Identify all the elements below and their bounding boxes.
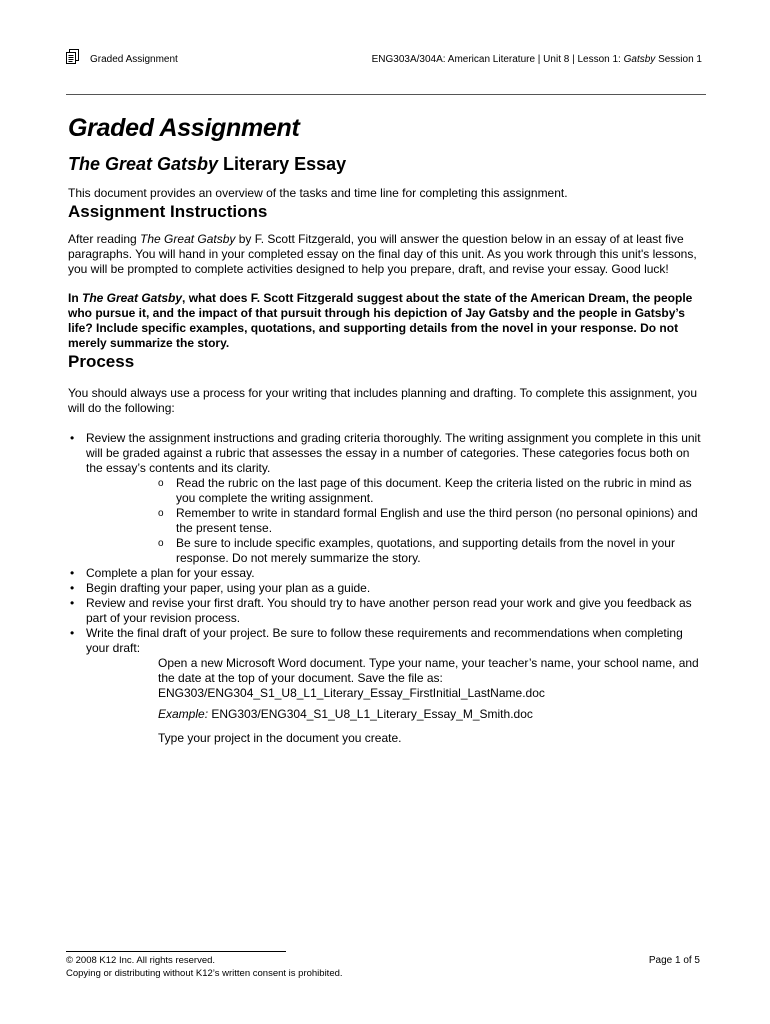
copyright-text: © 2008 K12 Inc. All rights reserved. (66, 955, 216, 966)
filename-example: Example: ENG303/ENG304_S1_U8_L1_Literary_Essay_M_Smith.doc (158, 707, 533, 721)
draft-last-step: Type your project in the document you create. (158, 731, 402, 745)
page-footer (66, 951, 702, 991)
page-subtitle: The Great Gatsby Literary Essay (68, 154, 347, 174)
instructions-heading: Assignment Instructions (68, 202, 268, 221)
document-icon (66, 49, 80, 65)
list-item: • Begin drafting your paper, using your plan as a guide. (68, 581, 704, 596)
process-steps (68, 431, 704, 656)
draft-requirements (68, 656, 704, 746)
draft-filename: ENG303/ENG304_S1_U8_L1_Literary_Essay_FirstInitial_LastName.doc (158, 686, 545, 700)
list-item: • Write the final draft of your project. Be sure to follow these requirements and recommendations when completing your draft: (68, 626, 704, 656)
header-course-info: ENG303A/304A: American Literature | Unit 8 | Lesson 1: Gatsby Session 1 (371, 54, 702, 65)
process-heading: Process (68, 352, 135, 371)
footer-legal (66, 954, 343, 980)
footer-divider (66, 951, 286, 952)
sub-list (86, 476, 704, 566)
list-item: o Read the rubric on the last page of this document. Keep the criteria listed on the rubric in mind as you complete the writing assignment. (158, 476, 704, 506)
list-item: o Remember to write in standard formal English and use the third person (no personal opinions) and the present tense. (158, 506, 704, 536)
page-number: Page 1 of 5 (648, 955, 700, 966)
essay-question: In The Great Gatsby, what does F. Scott Fitzgerald suggest about the state of the American Dream, the people who pursue it, and the impact of that pursuit through his depiction of Jay Gatsby and the people in Gatsby’s life? Include specific examples, quotations, and supporting details from the novel in your response. Do not merely summarize the story. (68, 291, 693, 350)
draft-instruction: Open a new Microsoft Word document. Type your name, your teacher’s name, your school name, and the date at the top of your document. Save the file as: (158, 656, 699, 685)
intro-paragraph: This document provides an overview of the tasks and time line for completing this assignment. (68, 186, 568, 200)
header-doc-label: Graded Assignment (90, 54, 178, 65)
header-divider (66, 94, 706, 95)
instructions-paragraph: After reading The Great Gatsby by F. Scott Fitzgerald, you will answer the question below in an essay of at least five paragraphs. You will hand in your completed essay on the final day of this unit. As you work through this unit's lessons, you will be prompted to complete activities designed to help you prepare, draft, and revise your essay. Good luck! (68, 232, 697, 276)
list-item: • Complete a plan for your essay. (68, 566, 704, 581)
process-intro: You should always use a process for your writing that includes planning and drafting. To complete this assignment, you will do the following: (68, 386, 698, 415)
page-header (66, 49, 702, 69)
list-item: o Be sure to include specific examples, quotations, and supporting details from the novel in your response. Do not merely summarize the story. (158, 536, 704, 566)
list-item: • Review the assignment instructions and grading criteria thoroughly. The writing assignment you complete in this unit will be graded against a rubric that assesses the essay in a number of categories. These categories focus both on the essay’s contents and its clarity. o Read the rubric on the last page of this document. Keep the criteria listed on the rubric in mind as you complete the writing assignment. o Remember to write in standard formal English and use the third person (no personal opinions) and the present tense. o Be sure to include specific examples, quotations, and supporting details from the novel in your response. Do not merely summarize the story. (68, 431, 704, 566)
page-title: Graded Assignment (68, 114, 300, 142)
distribution-notice: Copying or distributing without K12’s written consent is prohibited. (66, 968, 343, 979)
list-item: • Review and revise your first draft. You should try to have another person read your work and give you feedback as part of your revision process. (68, 596, 704, 626)
document-body (68, 112, 704, 746)
